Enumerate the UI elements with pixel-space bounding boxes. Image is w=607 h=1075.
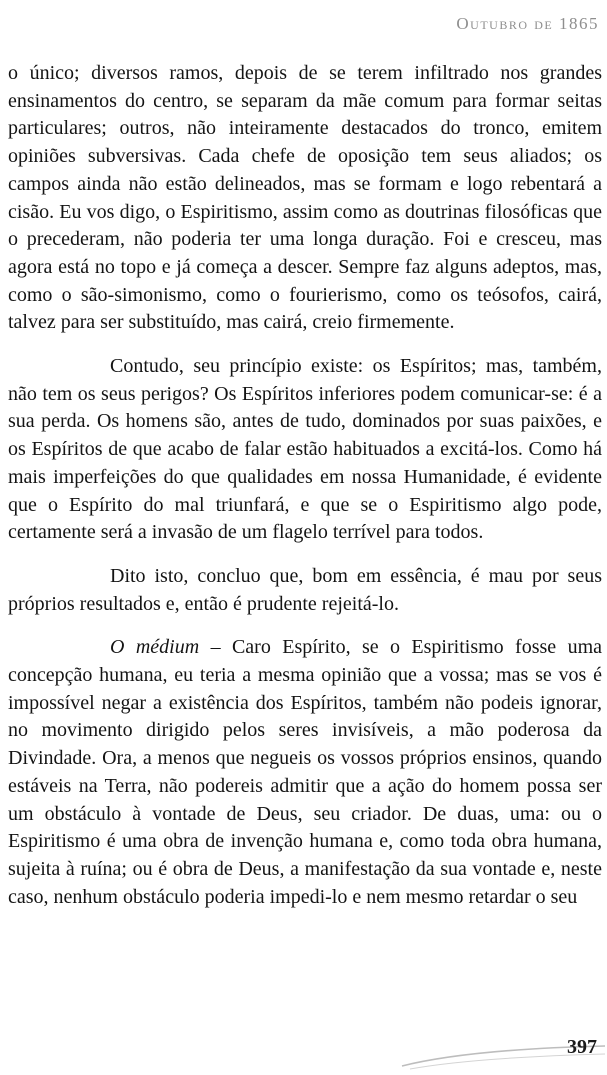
paragraph-2: Contudo, seu princípio existe: os Espíritos; mas, também, não tem os seus perigos? Os Espíritos inferiores podem comunicar-se: é a sua perda. Os homens são, antes de tudo, dominados por suas paixões, e os Espíritos de que acabo de falar estão habituados a excitá-los. Como há mais imperfeições do que qualidades em nossa Humanidade, é evidente que o Espírito do mal triunfará, e que se o Espiritismo algo pode, certamente será a invasão de um flagelo terrível para todos. [8, 355, 602, 544]
paragraph-3: Dito isto, concluo que, bom em essência, é mau por seus próprios resultados e, então é prudente rejeitá-lo. [8, 564, 602, 615]
text-body [8, 60, 602, 911]
page-number: 397 [567, 1036, 597, 1058]
running-header: Outubro de 1865 [456, 14, 599, 33]
paragraph-4-text: – Caro Espírito, se o Espiritismo fosse uma concepção humana, eu teria a mesma opinião que a vossa; mas se vos é impossível negar a existência dos Espíritos, também não podeis ignorar, no movimento dirigido pelos seres invisíveis, a mão poderosa da Divindade. Ora, a menos que negueis os vossos próprios ensinos, quando estáveis na Terra, não podereis admitir que a ação do homem possa ser um obstáculo à vontade de Deus, seu criador. De duas, uma: ou o Espiritismo é uma obra de invenção humana e, como toda obra humana, sujeita à ruína; ou é obra de Deus, a manifestação da sua vontade e, neste caso, nenhum obstáculo poderia impedi-lo e nem mesmo retardar o seu [8, 636, 602, 908]
speaker-label: O médium [110, 636, 200, 659]
paragraph-4 [8, 634, 602, 911]
paragraph-1: o único; diversos ramos, depois de se terem infiltrado nos grandes ensinamentos do centro, se separam da mãe comum para formar seitas particulares; outros, não inteiramente destacados do tronco, emitem opiniões subversivas. Cada chefe de oposição tem seus aliados; os campos ainda não estão delineados, mas se formam e logo rebentará a cisão. Eu vos digo, o Espiritismo, assim como as doutrinas filosóficas que o precederam, não poderia ter uma longa duração. Foi e cresceu, mas agora está no topo e já começa a descer. Sempre faz alguns adeptos, mas, como o são-simonismo, como o fourierismo, como os teósofos, cairá, talvez para ser substituído, mas cairá, creio firmemente. [8, 62, 602, 334]
